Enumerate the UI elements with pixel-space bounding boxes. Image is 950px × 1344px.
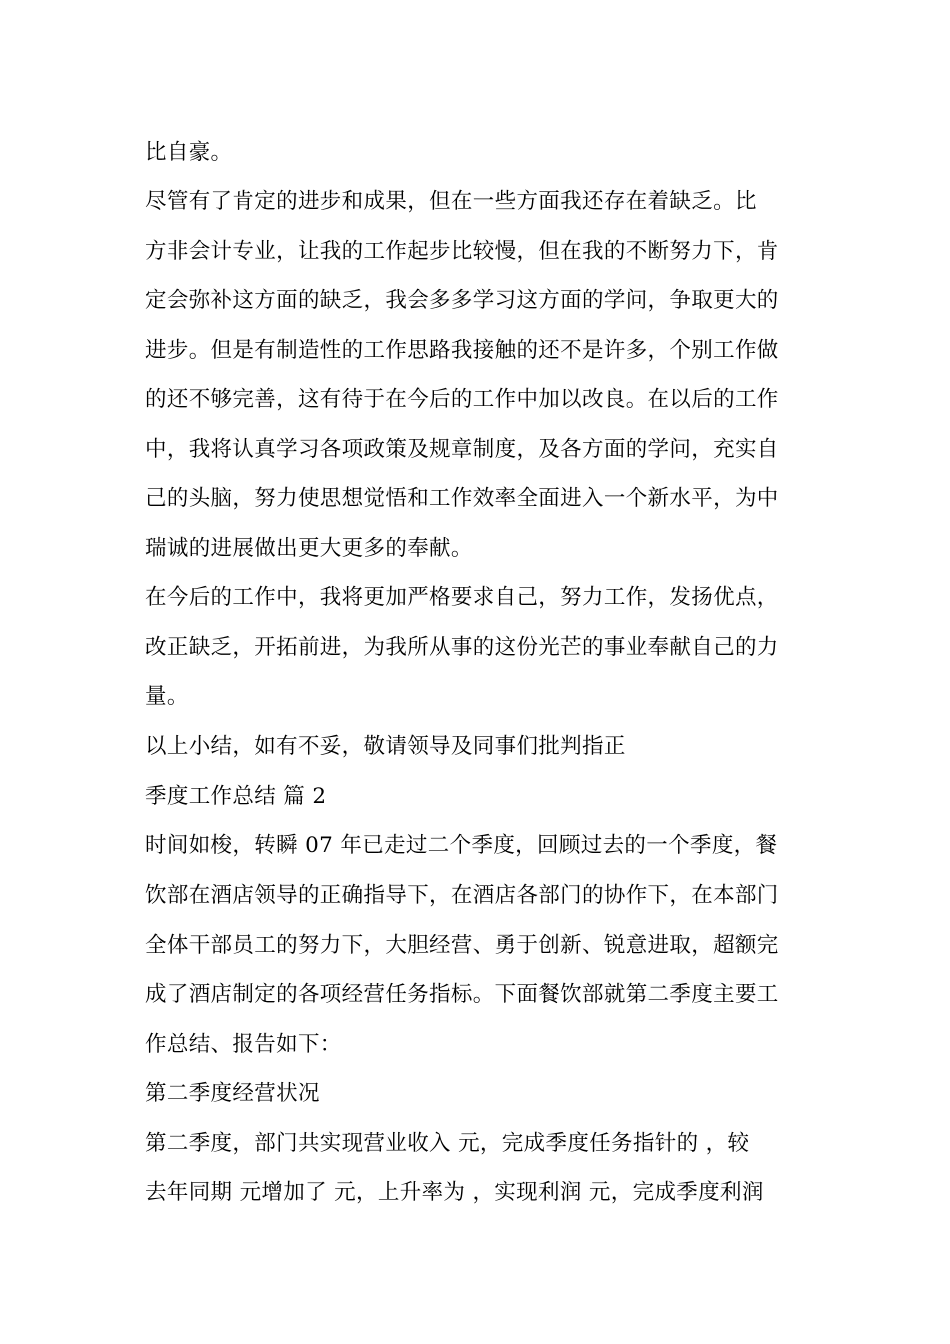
text-line: 第二季度，部门共实现营业收入 元，完成季度任务指针的 ，较 bbox=[145, 1131, 750, 1156]
text-line: 饮部在酒店领导的正确指导下，在酒店各部门的协作下，在本部门 bbox=[145, 883, 779, 908]
text-line: 的还不够完善，这有待于在今后的工作中加以改良。在以后的工作 bbox=[145, 387, 779, 412]
text-line: 尽管有了肯定的进步和成果，但在一些方面我还存在着缺乏。比 bbox=[145, 189, 757, 214]
text-line: 进步。但是有制造性的工作思路我接触的还不是许多，个别工作做 bbox=[145, 338, 779, 363]
text-line: 全体干部员工的努力下，大胆经营、勇于创新、锐意进取，超额完 bbox=[145, 933, 779, 958]
text-line: 时间如梭，转瞬 07 年已走过二个季度，回顾过去的一个季度，餐 bbox=[145, 833, 778, 858]
text-line: 去年同期 元增加了 元，上升率为 ，实现利润 元，完成季度利润 bbox=[145, 1180, 764, 1205]
text-line: 瑞诚的进展做出更大更多的奉献。 bbox=[145, 536, 473, 561]
subsection-heading: 第二季度经营状况 bbox=[145, 1081, 320, 1106]
section-heading: 季度工作总结 篇 2 bbox=[145, 784, 327, 809]
text-line: 定会弥补这方面的缺乏，我会多多学习这方面的学问，争取更大的 bbox=[145, 288, 779, 313]
text-line: 以上小结，如有不妥，敬请领导及同事们批判指正 bbox=[145, 734, 626, 759]
text-line: 成了酒店制定的各项经营任务指标。下面餐饮部就第二季度主要工 bbox=[145, 982, 779, 1007]
text-line: 方非会计专业，让我的工作起步比较慢，但在我的不断努力下，肯 bbox=[145, 239, 779, 264]
text-line: 改正缺乏，开拓前进，为我所从事的这份光芒的事业奉献自己的力 bbox=[145, 635, 779, 660]
text-line: 比自豪。 bbox=[145, 140, 233, 165]
text-line: 中，我将认真学习各项政策及规章制度，及各方面的学问，充实自 bbox=[145, 437, 779, 462]
text-line: 己的头脑，努力使思想觉悟和工作效率全面进入一个新水平，为中 bbox=[145, 486, 779, 511]
text-line: 量。 bbox=[145, 684, 189, 709]
text-line: 作总结、报告如下： bbox=[145, 1032, 342, 1057]
text-line: 在今后的工作中，我将更加严格要求自己，努力工作，发扬优点， bbox=[145, 585, 779, 610]
